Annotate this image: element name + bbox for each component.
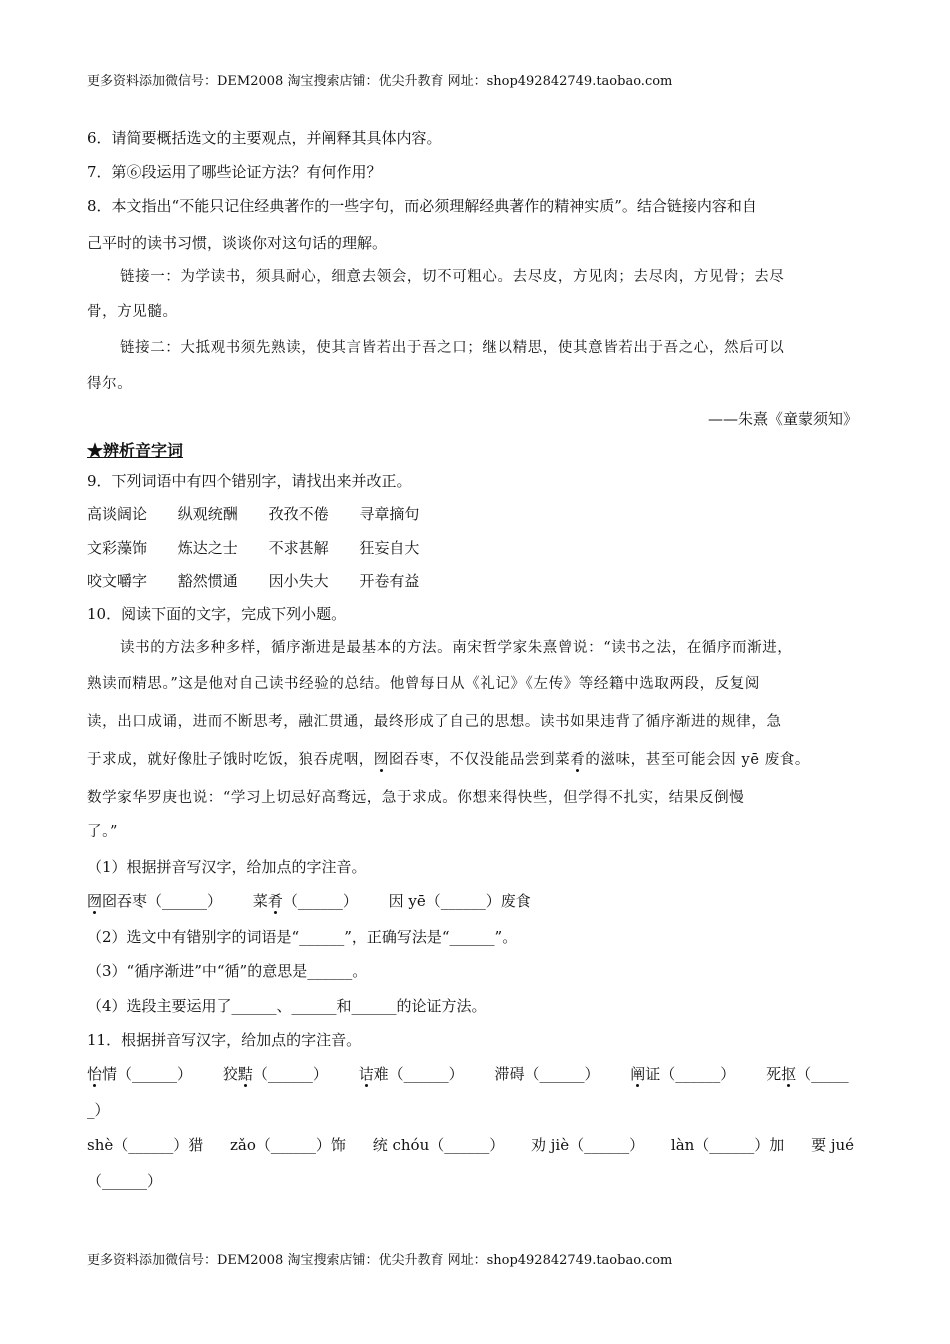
dotted-char: 囫 xyxy=(373,752,390,768)
question-7: 7．第⑥段运用了哪些论证方法？有何作用？ xyxy=(87,163,382,181)
question-11-row-1-tail: _） xyxy=(87,1101,110,1119)
page-footer: 更多资料添加微信号：DEM2008 淘宝搜索店铺：优尖升教育 网址：shop492842749.taobao.com xyxy=(87,1253,673,1268)
word: 文彩藻饰 xyxy=(87,539,148,557)
sub-question-2: （2）选文中有错别字的词语是“______”，正确写法是“______”。 xyxy=(87,928,518,946)
dotted-char: 怡 xyxy=(87,1065,103,1083)
link-two-line-1: 链接二：大抵观书须先熟读，使其言皆若出于吾之口；继以精思，使其意皆若出于吾之心，然后可以 xyxy=(120,340,785,356)
word: 不求甚解 xyxy=(268,539,329,557)
word-row xyxy=(87,504,419,524)
dotted-char: 阐 xyxy=(630,1065,646,1083)
word: 孜孜不倦 xyxy=(268,505,329,523)
sub-question-1-items: 囫囵吞枣（______） 菜肴（______） 因 yē（______）废食 xyxy=(87,892,531,910)
dotted-char: 黠 xyxy=(237,1065,253,1083)
word: 咬文嚼字 xyxy=(87,572,148,590)
word: 开卷有益 xyxy=(359,572,420,590)
link-one-line-1: 链接一：为学读书，须具耐心，细意去领会，切不可粗心。去尽皮，方见肉；去尽肉，方见骨；去尽 xyxy=(120,269,785,285)
passage-line: 读书的方法多种多样，循序渐进是最基本的方法。南宋哲学家朱熹曾说：“读书之法，在循序而渐进， xyxy=(120,640,793,656)
passage-line: 于求成，就好像肚子饿时吃饭，狼吞虎咽，囫囵吞枣，不仅没能品尝到菜肴的滋味，甚至可能会因 yē 废食。 xyxy=(87,752,811,768)
question-6: 6．请简要概括选文的主要观点，并阐释其具体内容。 xyxy=(87,129,442,147)
dotted-char: 囫 xyxy=(87,892,103,910)
sub-question-1: （1）根据拼音写汉字，给加点的字注音。 xyxy=(87,858,367,876)
section-title: ★辨析音字词 xyxy=(87,441,184,460)
link-one-line-2: 骨，方见髓。 xyxy=(87,304,178,320)
question-11: 11．根据拼音写汉字，给加点的字注音。 xyxy=(87,1031,362,1049)
question-10: 10．阅读下面的文字，完成下列小题。 xyxy=(87,605,347,623)
word-row xyxy=(87,538,419,558)
passage-line: 数学家华罗庚也说：“学习上切忌好高骛远，急于求成。你想来得快些，但学得不扎实，结果反倒慢 xyxy=(87,790,745,806)
passage-line: 读，出口成诵，进而不断思考，融汇贯通，最终形成了自己的思想。读书如果违背了循序渐进的规律，急 xyxy=(87,714,782,730)
question-8-line-1: 8．本文指出“不能只记住经典著作的一些字句，而必须理解经典著作的精神实质”。结合链接内容和自 xyxy=(87,197,757,215)
word-row xyxy=(87,571,419,591)
question-8-line-2: 己平时的读书习惯，谈谈你对这句话的理解。 xyxy=(87,234,388,252)
link-two-line-2: 得尔。 xyxy=(87,376,133,392)
passage-line: 熟读而精思。”这是他对自己读书经验的总结。他曾每日从《礼记》《左传》等经籍中选取两段，反复阅 xyxy=(87,676,761,692)
attribution: ——朱熹《童蒙须知》 xyxy=(707,410,858,428)
dotted-char: 肴 xyxy=(570,752,586,768)
dotted-char: 抠 xyxy=(781,1065,797,1083)
question-11-row-2: shè（______）猎 zǎo（______）饰 统 chóu（______） 劝 jiè（______） làn（______）加 要 jué xyxy=(87,1136,855,1154)
word: 因小失大 xyxy=(268,572,329,590)
question-9: 9．下列词语中有四个错别字，请找出来并改正。 xyxy=(87,472,412,490)
word: 纵观统酬 xyxy=(177,505,238,523)
word: 豁然惯通 xyxy=(177,572,238,590)
question-11-row-3: （______） xyxy=(87,1172,163,1190)
word: 炼达之士 xyxy=(177,539,238,557)
word: 高谈阔论 xyxy=(87,505,148,523)
passage-line: 了。” xyxy=(87,824,118,840)
question-11-row-1: 怡情（______） 狡黠（______） 诘难（______） 滞碍（______） 阐证（______） 死抠（_____ xyxy=(87,1065,849,1083)
dotted-char: 诘 xyxy=(358,1065,374,1083)
sub-question-3: （3）“循序渐进”中“循”的意思是______。 xyxy=(87,962,368,980)
word: 寻章摘句 xyxy=(359,505,420,523)
dotted-char: 肴 xyxy=(267,892,283,910)
word: 狂妄自大 xyxy=(359,539,420,557)
page-header: 更多资料添加微信号：DEM2008 淘宝搜索店铺：优尖升教育 网址：shop492842749.taobao.com xyxy=(87,74,673,89)
sub-question-4: （4）选段主要运用了______、______和______的论证方法。 xyxy=(87,997,487,1015)
